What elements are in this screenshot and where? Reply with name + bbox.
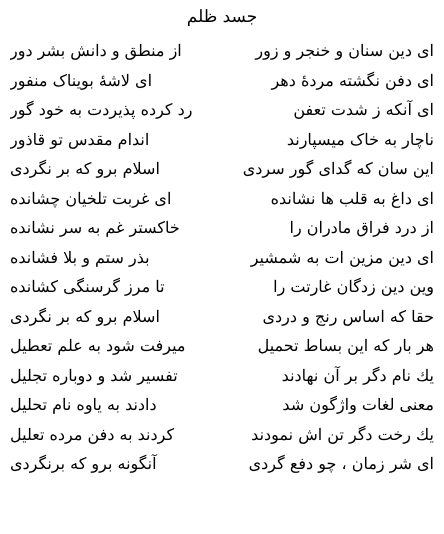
verse-line xyxy=(10,361,434,391)
verse-first-hemistich: ای دین مزین ات به شمشیر xyxy=(250,247,434,267)
verse-line xyxy=(10,184,434,214)
verse-second-hemistich: کردند به دفن مرده تعلیل xyxy=(10,424,175,444)
poem-title: جسد ظلم xyxy=(186,7,258,27)
verse-second-hemistich: خاکستر غم به سر نشانده xyxy=(10,218,180,237)
verse-first-hemistich: حقا که اساس رنج و دردی xyxy=(262,306,434,326)
verse-second-hemistich: ای غربت تلخیان چشانده xyxy=(10,188,172,208)
verse-line xyxy=(10,420,434,450)
verse-first-hemistich: یك نام دگر بر آن نهادند xyxy=(281,365,434,385)
verse-line xyxy=(10,302,434,332)
verse-first-hemistich: ای دفن نگشته مردهٔ دهر xyxy=(271,70,434,90)
verse-line xyxy=(10,243,434,273)
verse-second-hemistich: تفسیر شد و دوباره تجلیل xyxy=(10,365,178,385)
verse-first-hemistich: ای داغ به قلب ها نشانده xyxy=(270,188,434,208)
verse-second-hemistich: از منطق و دانش بشر دور xyxy=(10,41,182,60)
verse-line xyxy=(10,272,434,302)
verse-line xyxy=(10,449,434,479)
verse-first-hemistich: هر بار که این بساط تحمیل xyxy=(257,336,434,355)
verse-second-hemistich: میرفت شود به علم تعطیل xyxy=(10,336,186,355)
verse-line xyxy=(10,390,434,420)
verse-line xyxy=(10,95,434,125)
verse-line xyxy=(10,36,434,66)
verse-first-hemistich: معنی لغات واژگون شد xyxy=(282,395,434,414)
verse-first-hemistich: ای دین سنان و خنجر و زور xyxy=(255,41,434,60)
verse-second-hemistich: بذر ستم و بلا فشانده xyxy=(10,247,150,267)
verse-first-hemistich: ناچار به خاک میسپارند xyxy=(286,129,434,149)
poem-verses xyxy=(10,36,434,479)
verse-second-hemistich: اندام مقدس تو قاذور xyxy=(10,129,150,149)
verse-first-hemistich: یك رخت دگر تن اش نمودند xyxy=(251,424,434,444)
verse-first-hemistich: ای آنکه ز شدت تعفن xyxy=(293,100,434,119)
verse-second-hemistich: اسلام برو که بر نگردی xyxy=(10,159,160,178)
verse-second-hemistich: آنگونه برو که برنگردی xyxy=(10,454,157,473)
verse-line xyxy=(10,66,434,96)
verse-second-hemistich: ای لاشهٔ بویناک منفور xyxy=(10,70,153,90)
verse-line xyxy=(10,331,434,361)
verse-first-hemistich: وین دین زدگان غارتت را xyxy=(273,277,434,296)
verse-first-hemistich: این سان که گدای گور سردی xyxy=(242,159,434,178)
verse-second-hemistich: رد کرده پذیردت به خود گور xyxy=(10,100,193,119)
verse-line xyxy=(10,213,434,243)
verse-first-hemistich: ای شر زمان ، چو دفع گردی xyxy=(248,454,434,473)
verse-first-hemistich: از درد فراق مادران را xyxy=(289,218,434,237)
verse-line xyxy=(10,125,434,155)
verse-second-hemistich: اسلام برو که بر نگردی xyxy=(10,306,160,326)
verse-line xyxy=(10,154,434,184)
verse-second-hemistich: تا مرز گرسنگی کشانده xyxy=(10,277,165,296)
verse-second-hemistich: دادند به یاوه نام تحلیل xyxy=(10,395,157,414)
